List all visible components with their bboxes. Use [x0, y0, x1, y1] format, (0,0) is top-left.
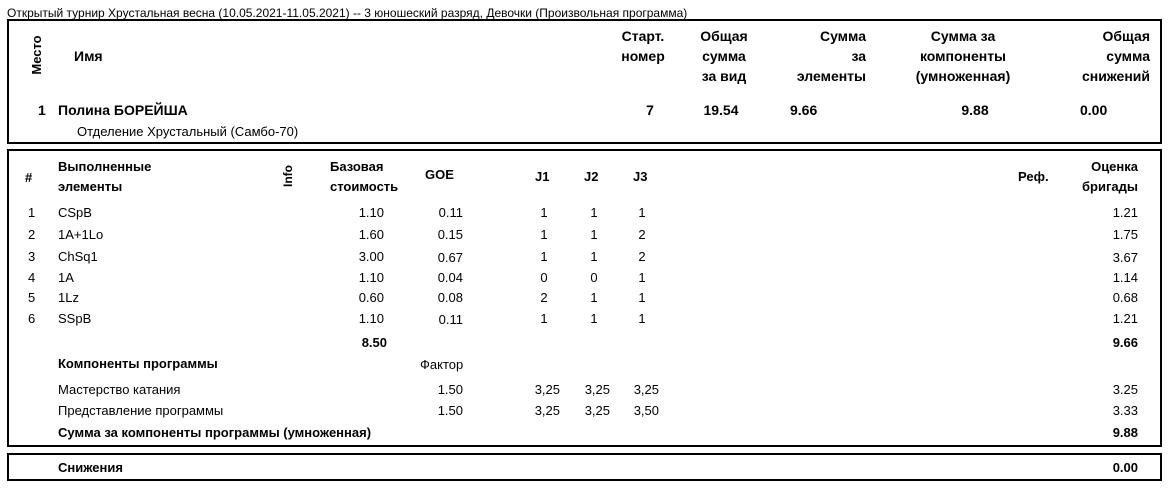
element-j1: 2 [540, 290, 548, 305]
element-j1: 1 [540, 249, 548, 264]
element-num: 6 [28, 311, 36, 326]
skater-elements-score: 9.66 [790, 102, 818, 118]
element-j3: 1 [638, 311, 646, 326]
component-j1: 3,25 [534, 382, 560, 397]
total-score-header: Общая сумма за вид [700, 28, 748, 84]
place-header: Место [29, 35, 44, 75]
components-total-label: Сумма за компоненты программы (умноженная) [58, 425, 372, 440]
element-score: 1.21 [1112, 205, 1138, 220]
goe-header: GOE [425, 167, 454, 182]
element-num: 2 [28, 227, 36, 242]
element-j3: 2 [638, 227, 646, 242]
element-code: 1A+1Lo [58, 227, 104, 242]
skater-total-score: 19.54 [703, 102, 739, 118]
component-factor: 1.50 [437, 403, 463, 418]
element-base: 0.60 [358, 290, 384, 305]
components-score-header: Сумма за компоненты (умноженная) [915, 28, 1011, 84]
skater-start-number: 7 [646, 102, 654, 118]
element-num: 3 [28, 249, 36, 264]
element-num: 5 [28, 290, 36, 305]
skater-components-score: 9.88 [961, 102, 989, 118]
element-code: 1Lz [58, 290, 79, 305]
element-num: 4 [28, 270, 36, 285]
element-j2: 1 [590, 311, 598, 326]
element-goe: 0.08 [437, 290, 463, 305]
deductions-value: 0.00 [1112, 460, 1138, 475]
element-score: 0.68 [1112, 290, 1138, 305]
element-base: 1.60 [358, 227, 384, 242]
base-value-header: Базовая стоимость [330, 159, 399, 194]
element-goe: 0.11 [438, 205, 463, 220]
element-j3: 1 [638, 270, 646, 285]
j2-header: J2 [584, 169, 599, 184]
component-j3: 3,50 [633, 403, 659, 418]
components-title: Компоненты программы [58, 356, 218, 371]
component-score: 3.25 [1112, 382, 1138, 397]
component-score: 3.33 [1112, 403, 1138, 418]
component-j3: 3,25 [633, 382, 659, 397]
component-j2: 3,25 [584, 382, 610, 397]
element-code: SSpB [58, 311, 92, 326]
element-score: 1.21 [1112, 311, 1138, 326]
element-goe: 0.67 [437, 250, 463, 265]
j1-header: J1 [535, 169, 550, 184]
element-j2: 1 [590, 290, 598, 305]
component-j2: 3,25 [584, 403, 610, 418]
deductions-label: Снижения [58, 460, 123, 475]
element-j3: 2 [638, 249, 646, 264]
element-base: 3.00 [358, 249, 384, 264]
element-score: 3.67 [1112, 250, 1138, 265]
element-code: CSpB [58, 205, 92, 220]
element-score: 1.75 [1112, 227, 1138, 242]
element-goe: 0.04 [437, 270, 463, 285]
element-j1: 1 [540, 227, 548, 242]
element-j2: 1 [590, 205, 598, 220]
num-header: # [25, 170, 33, 185]
element-score: 1.14 [1112, 270, 1138, 285]
element-base: 1.10 [358, 311, 384, 326]
ref-header: Реф. [1018, 169, 1049, 184]
element-j3: 1 [638, 205, 646, 220]
base-value-total: 8.50 [361, 335, 387, 350]
info-header: Info [281, 165, 295, 187]
element-goe: 0.15 [437, 227, 463, 242]
skater-place: 1 [38, 102, 46, 118]
elements-score-header: Сумма за элементы [796, 28, 866, 84]
element-j2: 0 [590, 270, 598, 285]
element-base: 1.10 [358, 205, 384, 220]
name-header: Имя [74, 48, 103, 64]
start-number-header: Старт. номер [621, 28, 665, 64]
element-j3: 1 [638, 290, 646, 305]
factor-label: Фактор [420, 357, 464, 372]
element-j1: 1 [540, 205, 548, 220]
element-goe: 0.11 [438, 312, 463, 327]
elements-header: Выполненные элементы [58, 159, 152, 194]
element-j2: 1 [590, 227, 598, 242]
elements-score-total: 9.66 [1112, 335, 1138, 350]
component-name: Представление программы [58, 403, 224, 418]
element-code: ChSq1 [58, 249, 98, 264]
deductions-box [7, 453, 1162, 481]
element-j1: 1 [540, 311, 548, 326]
element-j1: 0 [540, 270, 548, 285]
element-j2: 1 [590, 249, 598, 264]
component-factor: 1.50 [437, 382, 463, 397]
element-base: 1.10 [358, 270, 384, 285]
component-name: Мастерство катания [58, 382, 181, 397]
skater-deductions: 0.00 [1080, 102, 1108, 118]
component-j1: 3,25 [534, 403, 560, 418]
deductions-header: Общая сумма снижений [1081, 28, 1150, 84]
skater-club: Отделение Хрустальный (Самбо-70) [77, 124, 299, 139]
skater-name: Полина БОРЕЙША [58, 102, 188, 118]
j3-header: J3 [633, 169, 648, 184]
panel-score-header: Оценка бригады [1082, 159, 1138, 194]
event-title: Открытый турнир Хрустальная весна (10.05.2021-11.05.2021) -- 3 юношеский разряд, Девочки (Произвольная программа) [7, 6, 688, 20]
element-code: 1A [58, 270, 74, 285]
element-num: 1 [28, 205, 36, 220]
components-total: 9.88 [1112, 425, 1138, 440]
